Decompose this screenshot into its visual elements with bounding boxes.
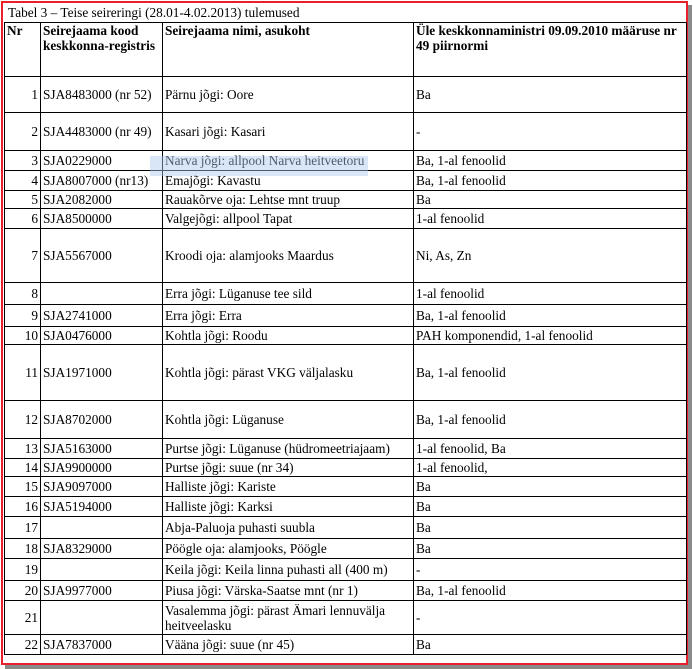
row-code: SJA9097000 <box>41 477 163 497</box>
row-name: Pöögle oja: alamjooks, Pöögle <box>163 539 414 559</box>
row-name: Kohtla jõgi: Roodu <box>163 327 414 345</box>
row-name: Erra jõgi: Lüganuse tee sild <box>163 283 414 305</box>
row-name: Vääna jõgi: suue (nr 45) <box>163 635 414 655</box>
row-code: SJA9977000 <box>41 581 163 601</box>
row-requirement: Ba <box>414 77 687 113</box>
row-name: Rauakõrve oja: Lehtse mnt truup <box>163 191 414 209</box>
page-shadow-right <box>688 5 692 668</box>
row-code <box>41 517 163 539</box>
table-row <box>5 635 687 655</box>
row-code: SJA5163000 <box>41 439 163 459</box>
table-row <box>5 229 687 283</box>
row-code: SJA4483000 (nr 49) <box>41 113 163 151</box>
table-row <box>5 171 687 191</box>
row-nr: 13 <box>5 439 41 459</box>
row-name: Piusa jõgi: Värska-Saatse mnt (nr 1) <box>163 581 414 601</box>
row-name: Narva jõgi: allpool Narva heitveetoru <box>163 151 414 171</box>
table-row <box>5 327 687 345</box>
row-name: Kohtla jõgi: pärast VKG väljalasku <box>163 345 414 401</box>
table-row <box>5 77 687 113</box>
table-row <box>5 439 687 459</box>
row-name: Vasalemma jõgi: pärast Ämari lennuvälja heitveelasku <box>163 601 414 635</box>
row-name: Kohtla jõgi: Lüganuse <box>163 401 414 439</box>
row-nr: 12 <box>5 401 41 439</box>
row-nr: 15 <box>5 477 41 497</box>
row-requirement: Ba, 1-al fenoolid <box>414 345 687 401</box>
row-code: SJA5567000 <box>41 229 163 283</box>
row-requirement: Ba, 1-al fenoolid <box>414 151 687 171</box>
row-requirement: Ni, As, Zn <box>414 229 687 283</box>
row-name: Purtse jõgi: Lüganuse (hüdromeetriajaam) <box>163 439 414 459</box>
row-nr: 14 <box>5 459 41 477</box>
row-name: Valgejõgi: allpool Tapat <box>163 209 414 229</box>
row-requirement: Ba <box>414 497 687 517</box>
row-code: SJA8500000 <box>41 209 163 229</box>
row-requirement: Ba <box>414 517 687 539</box>
table-row <box>5 539 687 559</box>
row-nr: 1 <box>5 77 41 113</box>
table-row <box>5 601 687 635</box>
row-nr: 9 <box>5 305 41 327</box>
table-row <box>5 401 687 439</box>
page-shadow-bottom <box>5 665 692 669</box>
table-row <box>5 113 687 151</box>
row-code: SJA2082000 <box>41 191 163 209</box>
row-nr: 2 <box>5 113 41 151</box>
row-code: SJA9900000 <box>41 459 163 477</box>
row-name: Halliste jõgi: Karksi <box>163 497 414 517</box>
table-header-row <box>5 23 687 77</box>
table-row <box>5 459 687 477</box>
row-code: SJA8483000 (nr 52) <box>41 77 163 113</box>
row-code: SJA5194000 <box>41 497 163 517</box>
table-row <box>5 209 687 229</box>
header-code: Seirejaama kood keskkonna-registris <box>41 23 163 77</box>
row-requirement: 1-al fenoolid, <box>414 459 687 477</box>
row-requirement: - <box>414 601 687 635</box>
table-caption: Tabel 3 – Teise seireringi (28.01-4.02.2013) tulemused <box>8 5 300 20</box>
header-requirement: Üle keskkonnaministri 09.09.2010 määruse nr 49 piirnormi <box>414 23 687 77</box>
table-row <box>5 151 687 171</box>
row-requirement: - <box>414 559 687 581</box>
row-requirement: Ba <box>414 191 687 209</box>
row-requirement: 1-al fenoolid <box>414 283 687 305</box>
row-name: Purtse jõgi: suue (nr 34) <box>163 459 414 477</box>
row-nr: 20 <box>5 581 41 601</box>
row-code: SJA7837000 <box>41 635 163 655</box>
header-name: Seirejaama nimi, asukoht <box>163 23 414 77</box>
table-row <box>5 559 687 581</box>
row-requirement: Ba, 1-al fenoolid <box>414 171 687 191</box>
row-name: Abja-Paluoja puhasti suubla <box>163 517 414 539</box>
row-name: Halliste jõgi: Kariste <box>163 477 414 497</box>
row-requirement: Ba <box>414 539 687 559</box>
table-row <box>5 497 687 517</box>
row-nr: 8 <box>5 283 41 305</box>
row-requirement: - <box>414 113 687 151</box>
row-code <box>41 601 163 635</box>
row-nr: 11 <box>5 345 41 401</box>
row-name: Keila jõgi: Keila linna puhasti all (400 m) <box>163 559 414 581</box>
table-row <box>5 345 687 401</box>
row-code: SJA8702000 <box>41 401 163 439</box>
row-code: SJA8329000 <box>41 539 163 559</box>
row-code: SJA0229000 <box>41 151 163 171</box>
row-code: SJA0476000 <box>41 327 163 345</box>
row-requirement: PAH komponendid, 1-al fenoolid <box>414 327 687 345</box>
row-name: Kroodi oja: alamjooks Maardus <box>163 229 414 283</box>
row-nr: 17 <box>5 517 41 539</box>
table-row <box>5 191 687 209</box>
row-nr: 19 <box>5 559 41 581</box>
row-code: SJA8007000 (nr13) <box>41 171 163 191</box>
row-requirement: Ba, 1-al fenoolid <box>414 305 687 327</box>
row-name: Pärnu jõgi: Oore <box>163 77 414 113</box>
row-requirement: 1-al fenoolid, Ba <box>414 439 687 459</box>
row-nr: 18 <box>5 539 41 559</box>
table-row <box>5 305 687 327</box>
header-nr: Nr <box>5 23 41 77</box>
row-nr: 5 <box>5 191 41 209</box>
row-nr: 4 <box>5 171 41 191</box>
row-requirement: Ba <box>414 477 687 497</box>
table-row <box>5 283 687 305</box>
row-requirement: Ba <box>414 635 687 655</box>
table-row <box>5 477 687 497</box>
row-requirement: Ba, 1-al fenoolid <box>414 401 687 439</box>
row-nr: 7 <box>5 229 41 283</box>
row-nr: 21 <box>5 601 41 635</box>
row-nr: 22 <box>5 635 41 655</box>
row-code <box>41 283 163 305</box>
row-requirement: Ba, 1-al fenoolid <box>414 581 687 601</box>
table-row <box>5 517 687 539</box>
row-name: Emajõgi: Kavastu <box>163 171 414 191</box>
row-nr: 6 <box>5 209 41 229</box>
row-name: Erra jõgi: Erra <box>163 305 414 327</box>
row-requirement: 1-al fenoolid <box>414 209 687 229</box>
results-table <box>4 22 687 655</box>
row-nr: 16 <box>5 497 41 517</box>
row-nr: 3 <box>5 151 41 171</box>
row-code <box>41 559 163 581</box>
row-nr: 10 <box>5 327 41 345</box>
row-code: SJA2741000 <box>41 305 163 327</box>
row-name: Kasari jõgi: Kasari <box>163 113 414 151</box>
table-row <box>5 581 687 601</box>
row-code: SJA1971000 <box>41 345 163 401</box>
